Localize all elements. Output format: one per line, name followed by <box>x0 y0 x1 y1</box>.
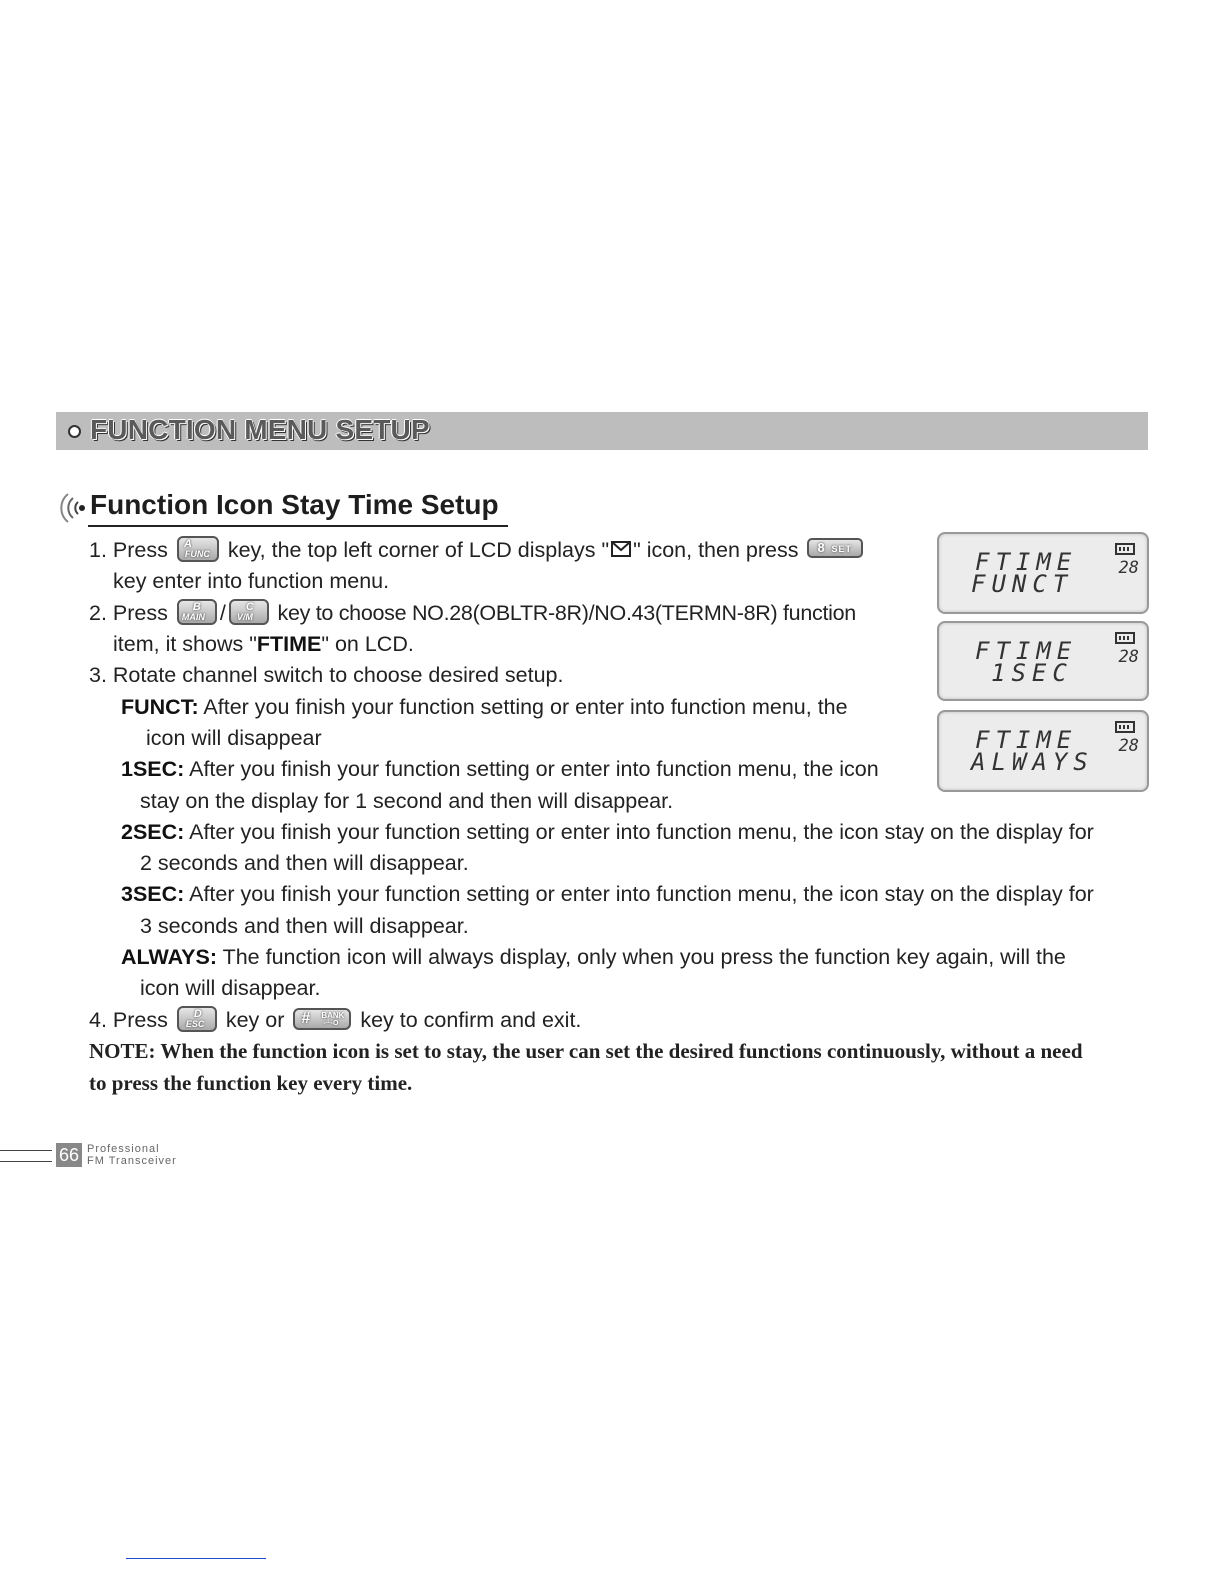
lcd-display-1sec <box>937 621 1149 701</box>
set-key-bottom: SET <box>831 544 852 555</box>
func-key-bottom: FUNC <box>184 549 210 560</box>
func-key-icon <box>177 536 219 562</box>
step-2-ftime: FTIME <box>256 632 322 656</box>
bank-key-bottom: BANK <box>321 1011 345 1021</box>
battery-icon <box>1115 543 1135 555</box>
step-4-text-a: 4. Press <box>89 1008 174 1032</box>
step-2-text-c1: item, it shows " <box>113 632 257 656</box>
lcd-line-1: FTIME <box>975 726 1078 754</box>
banner-bullet-icon <box>68 425 81 438</box>
step-1 <box>89 537 866 564</box>
option-always-text: The function icon will always display, only when you press the function key again, will the <box>216 945 1066 969</box>
option-always <box>121 944 1066 970</box>
lcd-line-2: ALWAYS <box>971 748 1094 776</box>
step-4-text-b: key or <box>219 1008 291 1032</box>
step-1-text-b: key, the top left corner of LCD displays " <box>221 538 610 562</box>
option-funct-label: FUNCT: <box>121 695 199 719</box>
step-1-text-c: " icon, then press <box>633 538 805 562</box>
esc-key-top: D <box>193 1008 202 1021</box>
step-2-text-b: key to choose NO.28(OBLTR-8R)/NO.43(TERMN-8R) function <box>271 601 856 625</box>
option-1sec-text: After you finish your function setting or enter into function menu, the icon <box>184 757 879 781</box>
vm-key-top: C <box>245 601 254 614</box>
bank-key-top: # <box>301 1010 311 1028</box>
vm-key-icon <box>229 599 269 625</box>
section-banner <box>56 412 1148 450</box>
option-funct <box>121 694 848 720</box>
step-2-text-c3: " on LCD. <box>321 632 414 656</box>
footer-rule <box>0 1150 52 1162</box>
step-2-cont <box>113 631 414 657</box>
section-title-underline <box>88 525 508 527</box>
step-2-separator: / <box>219 601 226 625</box>
option-funct-text: After you finish your function setting or enter into function menu, the <box>198 695 848 719</box>
option-2sec-cont: 2 seconds and then will disappear. <box>140 851 469 875</box>
banner-title: FUNCTION MENU SETUP <box>90 414 430 445</box>
esc-key-bottom: ESC <box>185 1019 205 1030</box>
lcd-line-1: FTIME <box>975 548 1078 576</box>
lcd-channel: 28 <box>1118 736 1139 756</box>
option-2sec <box>121 819 1094 845</box>
option-3sec-text: After you finish your function setting or enter into function menu, the icon stay on the display for <box>184 882 1094 906</box>
main-key-top: B <box>192 601 201 614</box>
note-line-1: NOTE: When the function icon is set to stay, the user can set the desired functions continuously, without a need <box>89 1039 1083 1063</box>
option-funct-cont: icon will disappear <box>146 726 322 750</box>
radio-wave-icon <box>54 490 90 526</box>
bottom-rule <box>126 1558 266 1559</box>
option-3sec <box>121 881 1094 907</box>
option-1sec-cont: stay on the display for 1 second and then will disappear. <box>140 789 674 813</box>
option-2sec-label: 2SEC: <box>121 820 185 844</box>
lcd-display-always <box>937 710 1149 792</box>
step-4-text-c: key to confirm and exit. <box>354 1008 582 1032</box>
section-title: Function Icon Stay Time Setup <box>90 489 499 520</box>
esc-key-icon <box>177 1006 217 1032</box>
note-line-2: to press the function key every time. <box>89 1071 413 1095</box>
option-2sec-text: After you finish your function setting or enter into function menu, the icon stay on the display for <box>184 820 1094 844</box>
set-key-top: 8 <box>817 540 825 556</box>
option-always-label: ALWAYS: <box>121 945 217 969</box>
option-1sec <box>121 756 879 782</box>
lcd-channel: 28 <box>1118 647 1139 667</box>
option-1sec-label: 1SEC: <box>121 757 185 781</box>
option-3sec-label: 3SEC: <box>121 882 185 906</box>
lcd-display-funct <box>937 532 1149 614</box>
lcd-channel: 28 <box>1118 558 1139 578</box>
lcd-line-1: FTIME <box>975 637 1078 665</box>
step-1-text-a: 1. Press <box>89 538 174 562</box>
bank-key-icon <box>293 1008 351 1030</box>
envelope-icon <box>611 541 631 557</box>
battery-icon <box>1115 632 1135 644</box>
main-key-bottom: MAIN <box>181 612 205 623</box>
step-2-text-a: 2. Press <box>89 601 174 625</box>
main-key-icon <box>177 599 217 625</box>
bank-key-sub: -┴-O <box>323 1020 339 1028</box>
option-3sec-cont: 3 seconds and then will disappear. <box>140 914 469 938</box>
step-2 <box>89 600 856 627</box>
func-key-top: A <box>183 538 192 551</box>
option-always-cont: icon will disappear. <box>140 976 321 1000</box>
step-1-cont: key enter into function menu. <box>113 569 390 593</box>
footer-line-2: FM Transceiver <box>87 1155 177 1167</box>
lcd-line-2: 1SEC <box>991 659 1073 687</box>
battery-icon <box>1115 721 1135 733</box>
step-4 <box>89 1007 581 1034</box>
page-number: 66 <box>56 1143 82 1167</box>
step-3: 3. Rotate channel switch to choose desired setup. <box>89 663 564 687</box>
lcd-line-2: FUNCT <box>971 570 1074 598</box>
set-key-icon <box>807 538 863 558</box>
vm-key-bottom: V/M <box>236 612 253 623</box>
footer-line-1: Professional <box>87 1143 160 1155</box>
